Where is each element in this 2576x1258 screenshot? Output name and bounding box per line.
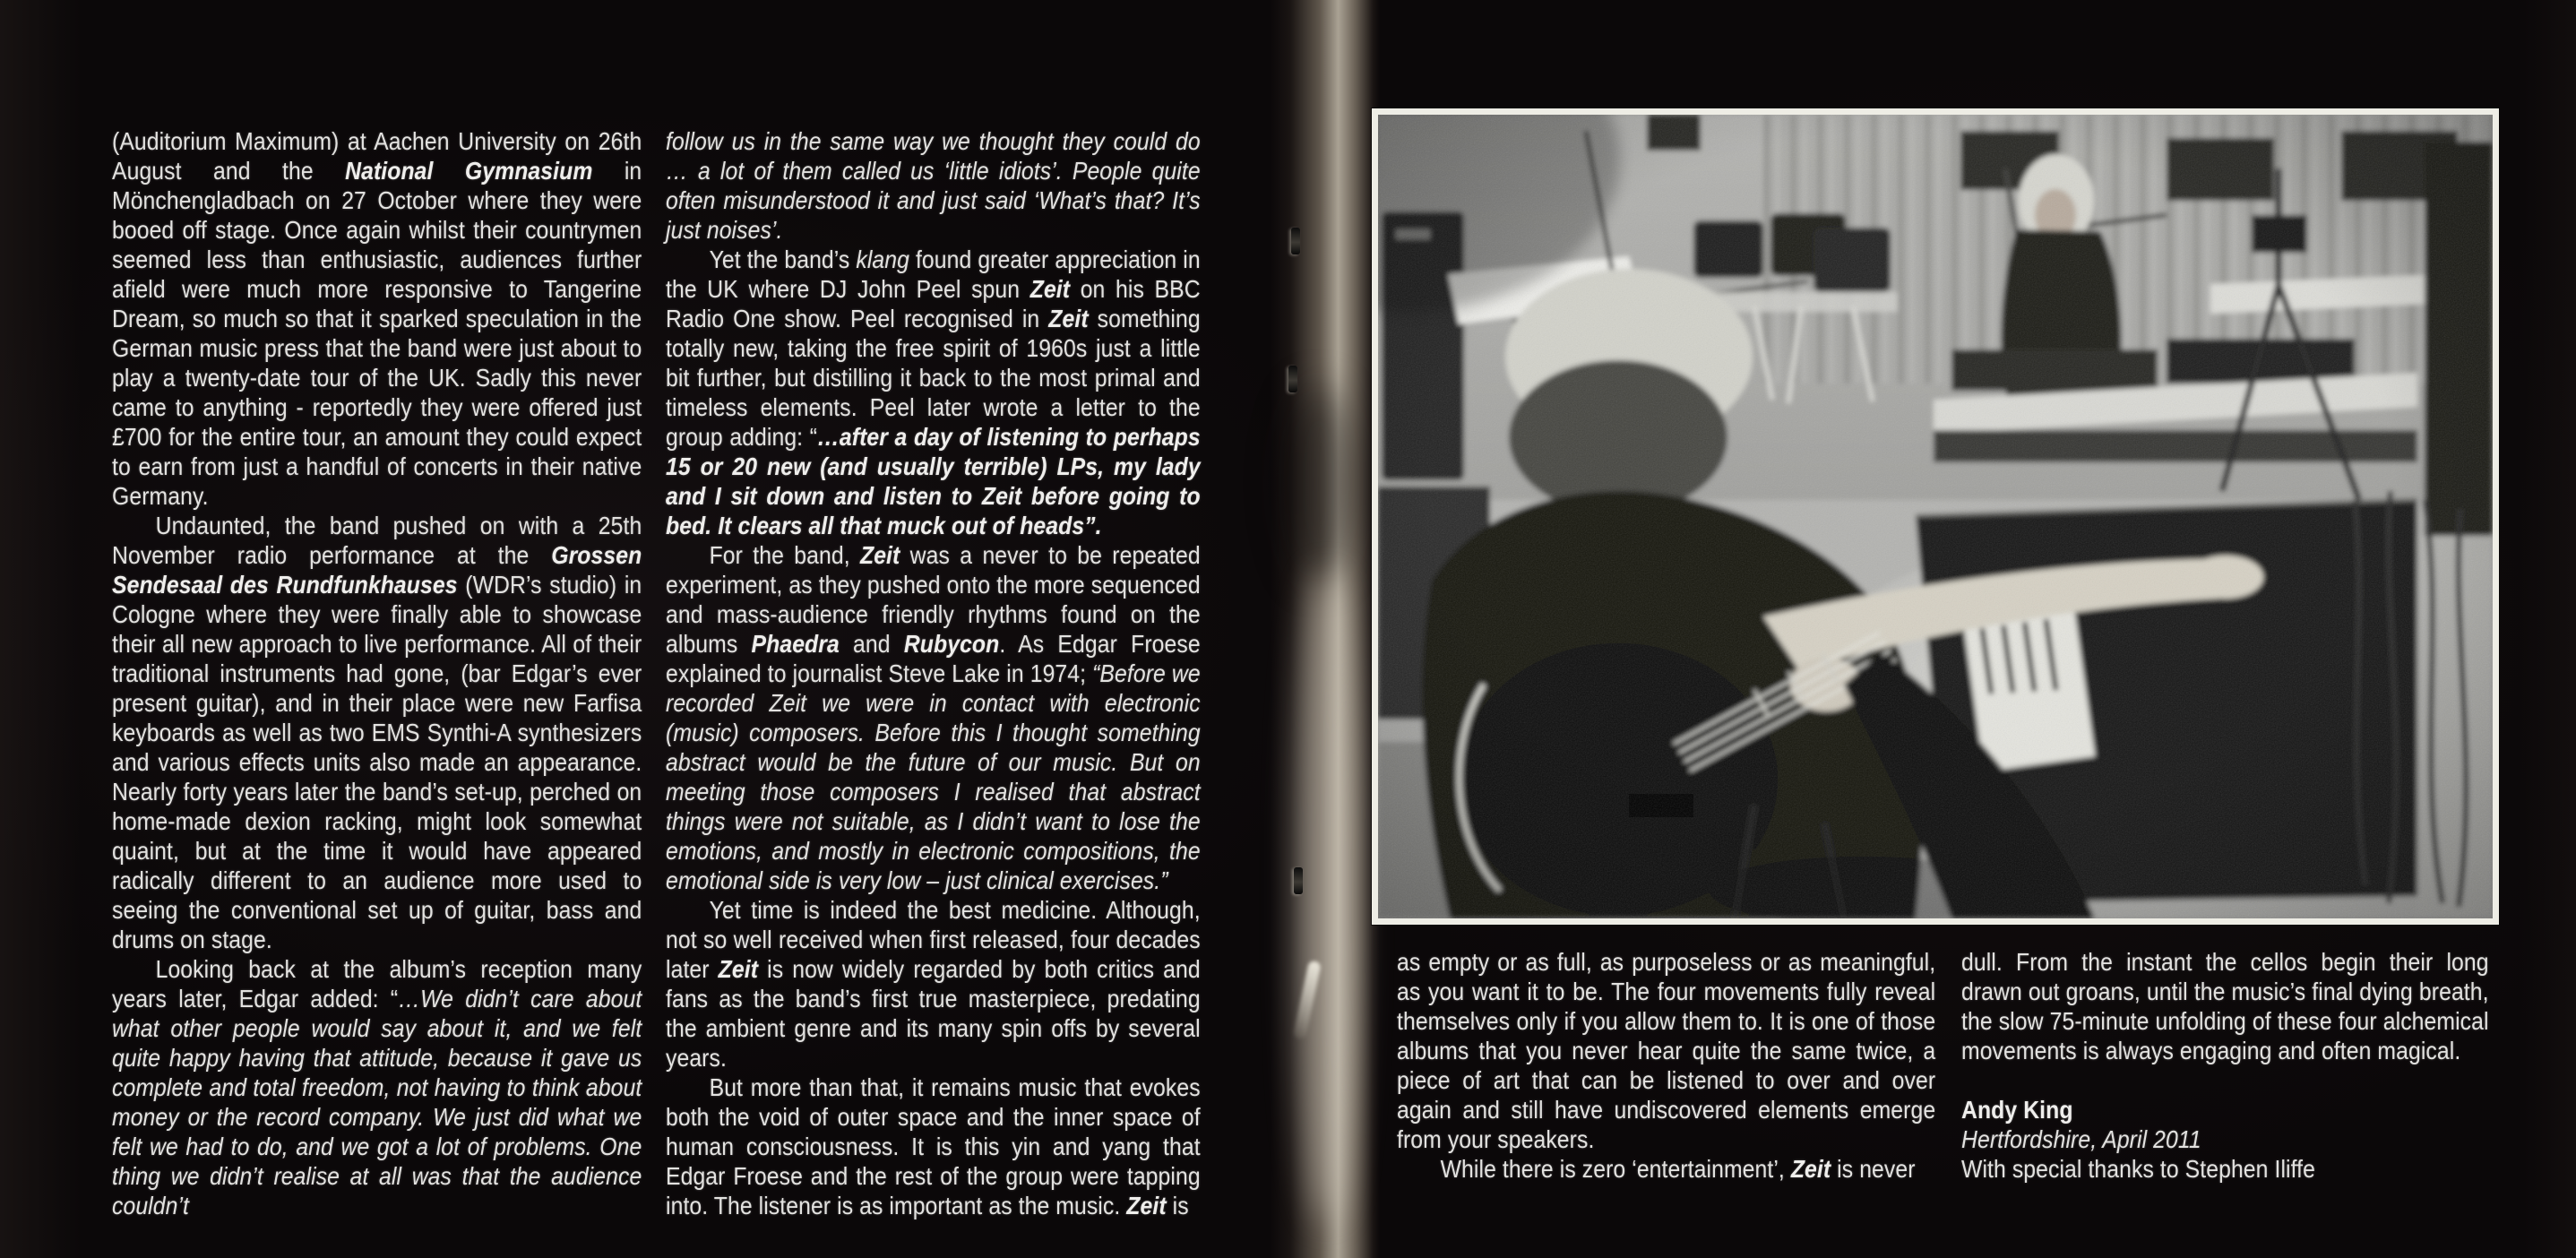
text-segment: . As Edgar Froese explained to journalist Steve Lake in 1974; (666, 630, 1201, 687)
text-segment: For the band, (709, 541, 860, 569)
paragraph (112, 126, 642, 511)
text-segment: With special thanks to Stephen Iliffe (1961, 1155, 2315, 1183)
paragraph (1397, 947, 1935, 1154)
text-segment: Zeit (1048, 305, 1089, 332)
paragraph (1961, 1095, 2489, 1124)
text-segment: “Before we recorded Zeit we were in contact with electronic (music) composers. Before this I thought something abstract would be the future of our music. But on meeting those composers I realised that abstract things were not suitable, as I didn’t want to lose the emotions, and mostly in electronic compositions, the emotional side is very low – just clinical exercises.” (666, 659, 1201, 894)
studio-photo (1372, 108, 2499, 925)
text-segment: …after a day of listening to perhaps 15 or 20 new (and usually terrible) LPs, my lady and I sit down and listen to Zeit before going to bed. It clears all that muck out of heads”. (666, 423, 1201, 539)
left-page-edge-shading (0, 0, 81, 1258)
paragraph (112, 954, 642, 1220)
text-segment: Zeit (1126, 1192, 1167, 1219)
text-segment: Undaunted, the band pushed on with a 25th November radio performance at the (112, 512, 642, 569)
staple-top (1291, 228, 1300, 254)
center-fold-shadow (1283, 385, 1355, 582)
text-segment: Zeit (859, 541, 900, 569)
text-segment: Phaedra (751, 630, 840, 658)
right-page-edge-shading (2522, 0, 2576, 1258)
text-segment: and (839, 630, 904, 658)
text-segment: something totally new, taking the free spirit of 1960s just a little bit further, but distilling it back to the most primal and timeless elements. Peel later wrote a letter to the group adding: “ (666, 305, 1201, 451)
staple-bottom (1294, 867, 1303, 894)
photo-grain (1378, 115, 2493, 918)
text-segment: Zeit (1790, 1155, 1831, 1183)
text-segment: (WDR’s studio) in Cologne where they were finally able to showcase their all new approach to live performance. All of their traditional instruments had gone, (bar Edgar’s ever present guitar), and in their place were new Farfisa keyboards as well as two EMS Synthi-A synthesizers and various effects units also made an appearance. Nearly forty years later the band’s set-up, perched on home-made dexion racking, might look somewhat quaint, but at the time it would have appeared radically different to an audience more used to seeing the conventional set up of guitar, bass and drums on stage. (112, 571, 642, 953)
studio-photo-scene (1378, 115, 2493, 918)
text-segment: Looking back at the album’s reception many years later, Edgar added: “ (112, 955, 642, 1012)
paragraph (666, 540, 1201, 895)
text-segment: But more than that, it remains music that evokes both the void of outer space and the inner space of human consciousness. It is this yin and yang that Edgar Froese and the rest of the group were tapping into. The listener is as important as the music. (666, 1073, 1201, 1219)
text-segment: Zeit (1030, 275, 1071, 303)
text-segment: (Auditorium Maximum) at Aachen University on 26th August and the (112, 127, 642, 185)
text-segment: Andy King (1961, 1096, 2073, 1124)
left-page-column-2 (666, 126, 1201, 1220)
text-segment: follow us in the same way we thought they could do … a lot of them called us ‘little idiots’. People quite often misunderstood it and just said ‘What’s that? It’s just noises’. (666, 127, 1201, 244)
text-segment: Zeit (718, 955, 759, 983)
paragraph (1397, 1154, 1935, 1184)
paragraph (112, 511, 642, 954)
text-segment: National Gymnasium (345, 157, 593, 185)
paragraph (1961, 1154, 2489, 1184)
text-segment: dull. From the instant the cellos begin their long drawn out groans, until the music’s final dying breath, the slow 75-minute unfolding of these four alchemical movements is always engaging and often magical. (1961, 948, 2489, 1064)
paragraph (1961, 947, 2489, 1065)
center-fold-highlight (1296, 573, 1358, 1219)
paragraph (1961, 1124, 2489, 1154)
staple-upper-mid (1288, 366, 1297, 392)
text-segment: is never (1831, 1155, 1916, 1183)
text-segment: is now widely regarded by both critics and fans as the band’s first true masterpiece, predating the ambient genre and its many spin offs by several years. (666, 955, 1201, 1072)
text-segment: in Mönchengladbach on 27 October where they were booed off stage. Once again whilst their countrymen seemed less than enthusiastic, audiences further afield were much more responsive to Tangerine Dream, so much so that it sparked speculation in the German music press that the band were just about to play a twenty-date tour of the UK. Sadly this never came to anything - reportedly they were offered just £700 for the entire tour, an amount they could expect to earn from just a handful of concerts in their native Germany. (112, 157, 642, 510)
text-segment: Grossen Sendesaal des Rundfunkhauses (112, 541, 642, 599)
text-segment: Yet the band’s (709, 246, 857, 273)
text-segment: was a never to be repeated experiment, as they pushed onto the more sequenced and mass-audience friendly rhythms found on the albums (666, 541, 1201, 658)
paragraph (666, 1073, 1201, 1220)
paragraph (666, 245, 1201, 540)
right-page-column-2 (1961, 947, 2489, 1184)
text-segment: While there is zero ‘entertainment’, (1440, 1155, 1791, 1183)
text-segment: on his BBC Radio One show. Peel recognised in (666, 275, 1201, 332)
left-page-column-1 (112, 126, 642, 1220)
paragraph (666, 126, 1201, 245)
right-page-column-1 (1397, 947, 1935, 1184)
text-segment: klang (856, 246, 909, 273)
text-segment: Hertfordshire, April 2011 (1961, 1125, 2201, 1153)
text-segment: as empty or as full, as purposeless or as meaningful, as you want it to be. The four movements fully reveal themselves only if you allow them to. It is one of those albums that you never hear quite the same twice, a piece of art that can be listened to over and over again and still have undiscovered elements emerge from your speakers. (1397, 948, 1936, 1153)
text-segment: …We didn’t care about what other people would say about it, and we felt quite happy having that attitude, because it gave us complete and total freedom, not having to think about money or the record company. We just did what we felt we had to do, and we got a lot of problems. One thing we didn’t realise at all was that the audience couldn’t (112, 985, 642, 1219)
text-segment: Rubycon (903, 630, 1000, 658)
text-segment: found greater appreciation in the UK where DJ John Peel spun (666, 246, 1201, 303)
paragraph (666, 895, 1201, 1073)
text-segment: is (1166, 1192, 1189, 1219)
text-segment: Yet time is indeed the best medicine. Although, not so well received when first released, four decades later (666, 896, 1201, 983)
